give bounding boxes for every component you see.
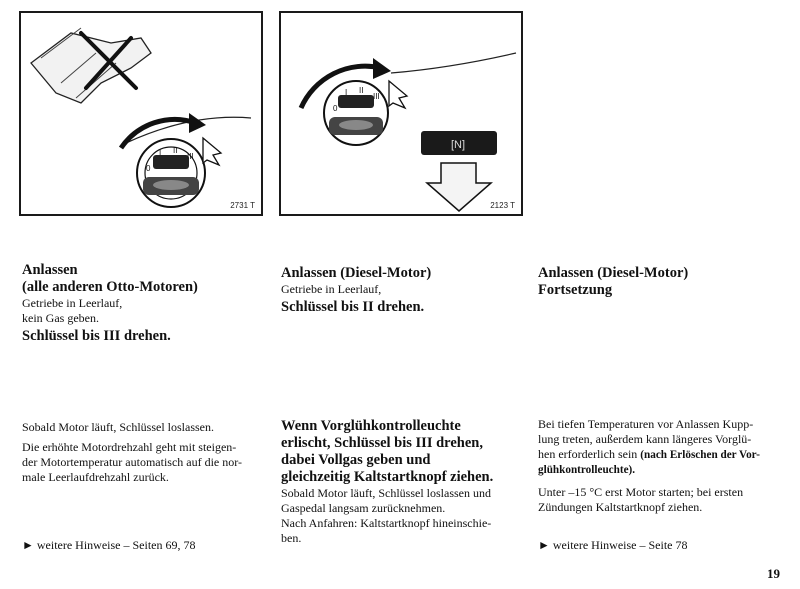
bold-line: erlischt, Schlüssel bis III drehen,	[281, 435, 483, 451]
instruction-line: Getriebe in Leerlauf,	[281, 282, 382, 296]
key-instruction: Schlüssel bis II drehen.	[281, 299, 425, 315]
reference-link: ► weitere Hinweise – Seiten 69, 78	[22, 538, 196, 552]
pos-I: I	[159, 148, 162, 157]
pos-II: II	[359, 86, 364, 95]
title: Anlassen (Diesel-Motor)	[281, 265, 432, 281]
paragraph: Die erhöhte Motordrehzahl geht mit steigen-	[22, 440, 237, 454]
figure-diesel-ignition	[279, 11, 523, 216]
paragraph	[538, 447, 788, 463]
ignition-key-otto-figure-icon	[21, 13, 261, 214]
paragraph-part: hen erforderlich sein	[538, 447, 641, 461]
figure-code: 2123 T	[490, 201, 515, 210]
column-otto	[22, 262, 267, 345]
instruction-line: Getriebe in Leerlauf,	[22, 296, 123, 310]
paragraph: Zündungen Kaltstartknopf ziehen.	[538, 500, 703, 514]
pos-III: III	[373, 92, 380, 101]
ignition-key-diesel-figure-icon	[281, 13, 521, 214]
title-line2: Fortsetzung	[538, 282, 613, 298]
key-instruction: Schlüssel bis III drehen.	[22, 328, 171, 344]
pos-III: III	[187, 152, 194, 161]
paragraph: der Motortemperatur automatisch auf die nor-	[22, 455, 243, 469]
page-number: 19	[767, 566, 780, 581]
paragraph: male Leerlaufdrehzahl zurück.	[22, 470, 169, 484]
paragraph: Gaspedal langsam zurücknehmen.	[281, 501, 446, 515]
title-line1: Anlassen (Diesel-Motor)	[538, 265, 689, 281]
paragraph: ben.	[281, 531, 302, 545]
paragraph-bold: glühkontrolleuchte).	[538, 464, 636, 476]
bold-line: dabei Vollgas geben und	[281, 452, 431, 468]
glow-symbol: [N]	[451, 139, 466, 151]
paragraph: Bei tiefen Temperaturen vor Anlassen Kupp-	[538, 417, 754, 431]
col3-text	[538, 417, 788, 515]
figure-otto-ignition	[19, 11, 263, 216]
paragraph-bold: (nach Erlöschen der Vor-	[640, 449, 760, 461]
instruction-line: kein Gas geben.	[22, 311, 99, 325]
paragraph: Sobald Motor läuft, Schlüssel loslassen.	[22, 420, 214, 434]
title-line2: (alle anderen Otto-Motoren)	[22, 279, 198, 295]
pos-I: I	[345, 88, 348, 97]
col1-text	[22, 420, 267, 485]
pos-0: 0	[146, 164, 151, 173]
bold-line: gleichzeitig Kaltstartknopf ziehen.	[281, 469, 494, 485]
title-line1: Anlassen	[22, 262, 78, 278]
pos-0: 0	[333, 104, 338, 113]
pos-II: II	[173, 146, 178, 155]
column-diesel	[281, 265, 531, 316]
column-diesel-cont	[538, 265, 788, 299]
bold-line: Wenn Vorglühkontrolleuchte	[281, 418, 461, 434]
paragraph: Unter –15 °C erst Motor starten; bei ersten	[538, 485, 744, 499]
col2-text	[281, 418, 531, 546]
paragraph: lung treten, außerdem kann längeres Vorglü-	[538, 432, 752, 446]
paragraph: Sobald Motor läuft, Schlüssel loslassen und	[281, 486, 491, 500]
figure-code: 2731 T	[230, 201, 255, 210]
paragraph: Nach Anfahren: Kaltstartknopf hineinschie-	[281, 516, 492, 530]
reference-link: ► weitere Hinweise – Seite 78	[538, 538, 688, 552]
